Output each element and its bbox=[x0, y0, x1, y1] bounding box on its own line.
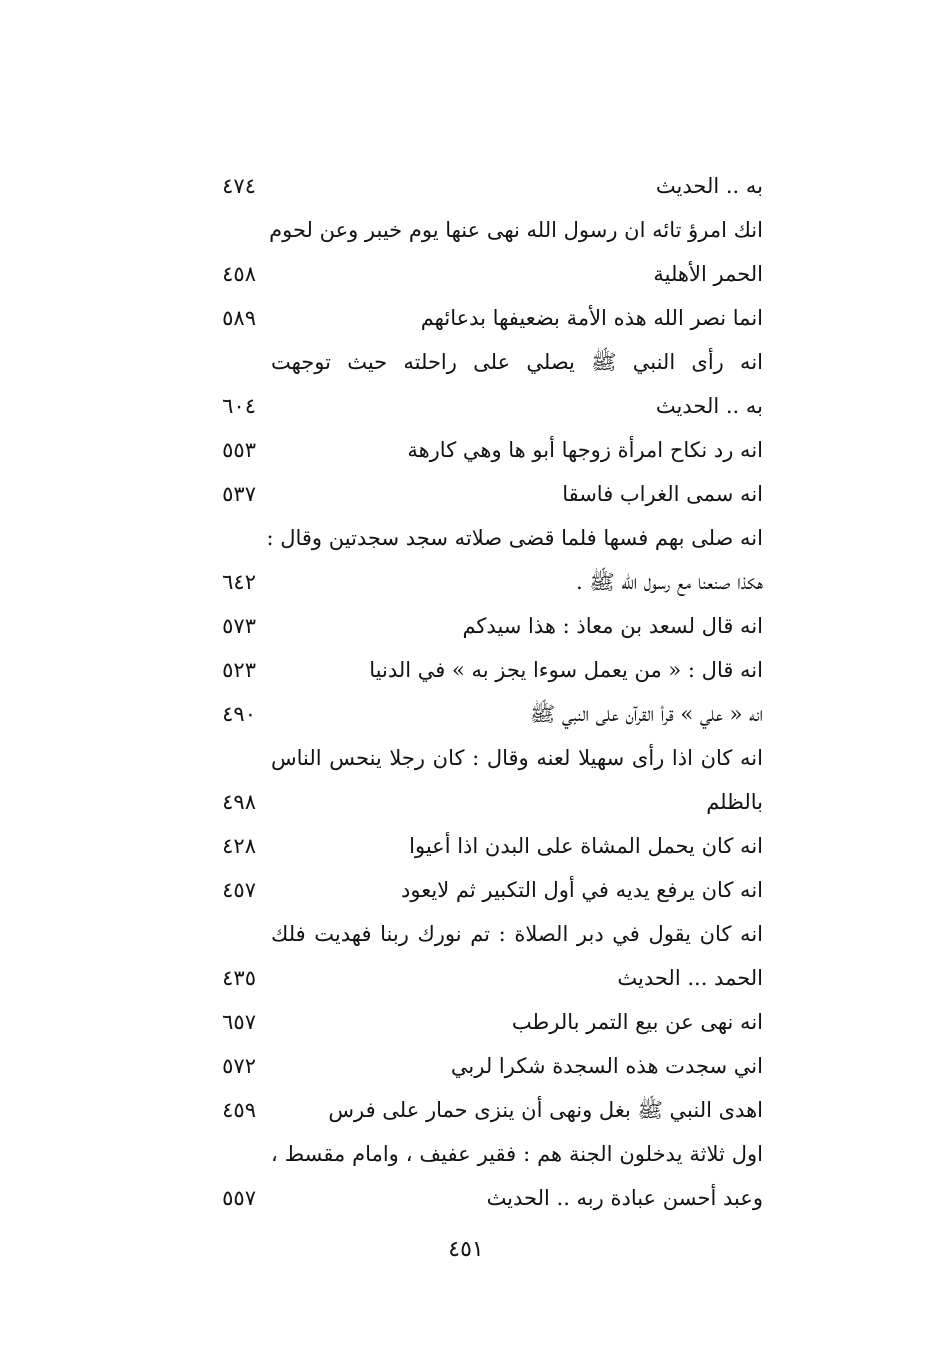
entry-page-number: ٥٧٢ bbox=[222, 1054, 256, 1078]
entry-page-number: ٤٣٥ bbox=[222, 966, 256, 990]
index-entry bbox=[200, 650, 763, 690]
entry-text: انه رأى النبي ﷺ يصلي على راحلته حيث توجهت bbox=[271, 350, 763, 374]
entry-text: انه قال لسعد بن معاذ : هذا سيدكم bbox=[462, 614, 763, 638]
entry-text: انه نهى عن بيع التمر بالرطب bbox=[511, 1010, 763, 1034]
entry-page-number: ٤٩٨ bbox=[222, 790, 256, 814]
entry-text: به .. الحديث bbox=[655, 394, 763, 418]
page-number-footer: ٤٥١ bbox=[448, 1237, 484, 1262]
entry-page-number: ٤٥٨ bbox=[222, 262, 256, 286]
index-entry bbox=[200, 1002, 763, 1042]
entry-text: انه كان يحمل المشاة على البدن اذا أعيوا bbox=[409, 834, 763, 858]
entry-text: الحمد ... الحديث bbox=[617, 966, 763, 990]
index-entry bbox=[200, 1178, 763, 1218]
entry-page-number: ٦٤٢ bbox=[222, 570, 256, 594]
index-entry bbox=[200, 606, 763, 646]
entry-text: انه كان يقول في دبر الصلاة : تم نورك ربنا فهديت فلك bbox=[271, 922, 763, 946]
index-entry bbox=[200, 166, 763, 206]
entry-text: انك امرؤ تائه ان رسول الله نهى عنها يوم خيبر وعن لحوم bbox=[269, 218, 763, 242]
index-entry bbox=[200, 474, 763, 514]
index-entry bbox=[200, 210, 763, 250]
entry-text: انه كان يرفع يديه في أول التكبير ثم لايعود bbox=[401, 878, 763, 902]
index-entry bbox=[200, 386, 763, 426]
entry-page-number: ٥٥٧ bbox=[222, 1186, 256, 1210]
entry-page-number: ٥٣٧ bbox=[222, 482, 256, 506]
entry-text: اول ثلاثة يدخلون الجنة هم : فقير عفيف ، وامام مقسط ، bbox=[271, 1142, 763, 1166]
entry-page-number: ٤٢٨ bbox=[222, 834, 256, 858]
entry-page-number: ٥٥٣ bbox=[222, 438, 256, 462]
entry-page-number: ٦٠٤ bbox=[222, 394, 256, 418]
index-entry bbox=[200, 342, 763, 382]
index-entry bbox=[200, 1046, 763, 1086]
entry-text: انه كان اذا رأى سهيلا لعنه وقال : كان رجلا ينحس الناس bbox=[271, 746, 763, 770]
index-entry bbox=[200, 958, 763, 998]
entry-text: اهدى النبي ﷺ بغل ونهى أن ينزى حمار على فرس bbox=[328, 1098, 763, 1122]
index-entry bbox=[200, 298, 763, 338]
entry-text: اني سجدت هذه السجدة شكرا لربي bbox=[450, 1054, 763, 1078]
index-entry bbox=[200, 518, 763, 558]
entry-text: بالظلم bbox=[706, 790, 763, 814]
entry-text: انه رد نكاح امرأة زوجها أبو ها وهي كارهة bbox=[407, 438, 763, 462]
entry-page-number: ٥٨٩ bbox=[222, 306, 256, 330]
entry-text: به .. الحديث bbox=[655, 174, 763, 198]
entry-text: انه « علي » قرأ القرآن على النبي ﷺ bbox=[529, 702, 763, 726]
entry-text: انه صلى بهم فسها فلما قضى صلاته سجد سجدتين وقال : bbox=[266, 526, 763, 550]
entry-text: انه قال : « من يعمل سوءا يجز به » في الدنيا bbox=[369, 658, 763, 682]
entry-text: الحمر الأهلية bbox=[653, 262, 763, 286]
index-entry bbox=[200, 870, 763, 910]
index-entry bbox=[200, 1090, 763, 1130]
entry-page-number: ٤٧٤ bbox=[222, 174, 256, 198]
entry-page-number: ٥٢٣ bbox=[222, 658, 256, 682]
entry-page-number: ٤٩٠ bbox=[222, 702, 256, 726]
index-entry bbox=[200, 562, 763, 602]
index-entry bbox=[200, 430, 763, 470]
entry-page-number: ٤٥٧ bbox=[222, 878, 256, 902]
entry-text: وعبد أحسن عبادة ربه .. الحديث bbox=[486, 1186, 763, 1210]
index-entry bbox=[200, 738, 763, 778]
index-entry bbox=[200, 1134, 763, 1174]
entry-page-number: ٤٥٩ bbox=[222, 1098, 256, 1122]
index-entry bbox=[200, 914, 763, 954]
entry-page-number: ٥٧٣ bbox=[222, 614, 256, 638]
entry-text: انما نصر الله هذه الأمة بضعيفها بدعائهم bbox=[420, 306, 763, 330]
index-entry bbox=[200, 782, 763, 822]
index-entry bbox=[200, 826, 763, 866]
index-entry bbox=[200, 694, 763, 734]
entry-page-number: ٦٥٧ bbox=[222, 1010, 256, 1034]
index-entry bbox=[200, 254, 763, 294]
entry-text: انه سمى الغراب فاسقا bbox=[562, 482, 763, 506]
entry-text: هكذا صنعنا مع رسول الله ﷺ . bbox=[575, 570, 763, 594]
